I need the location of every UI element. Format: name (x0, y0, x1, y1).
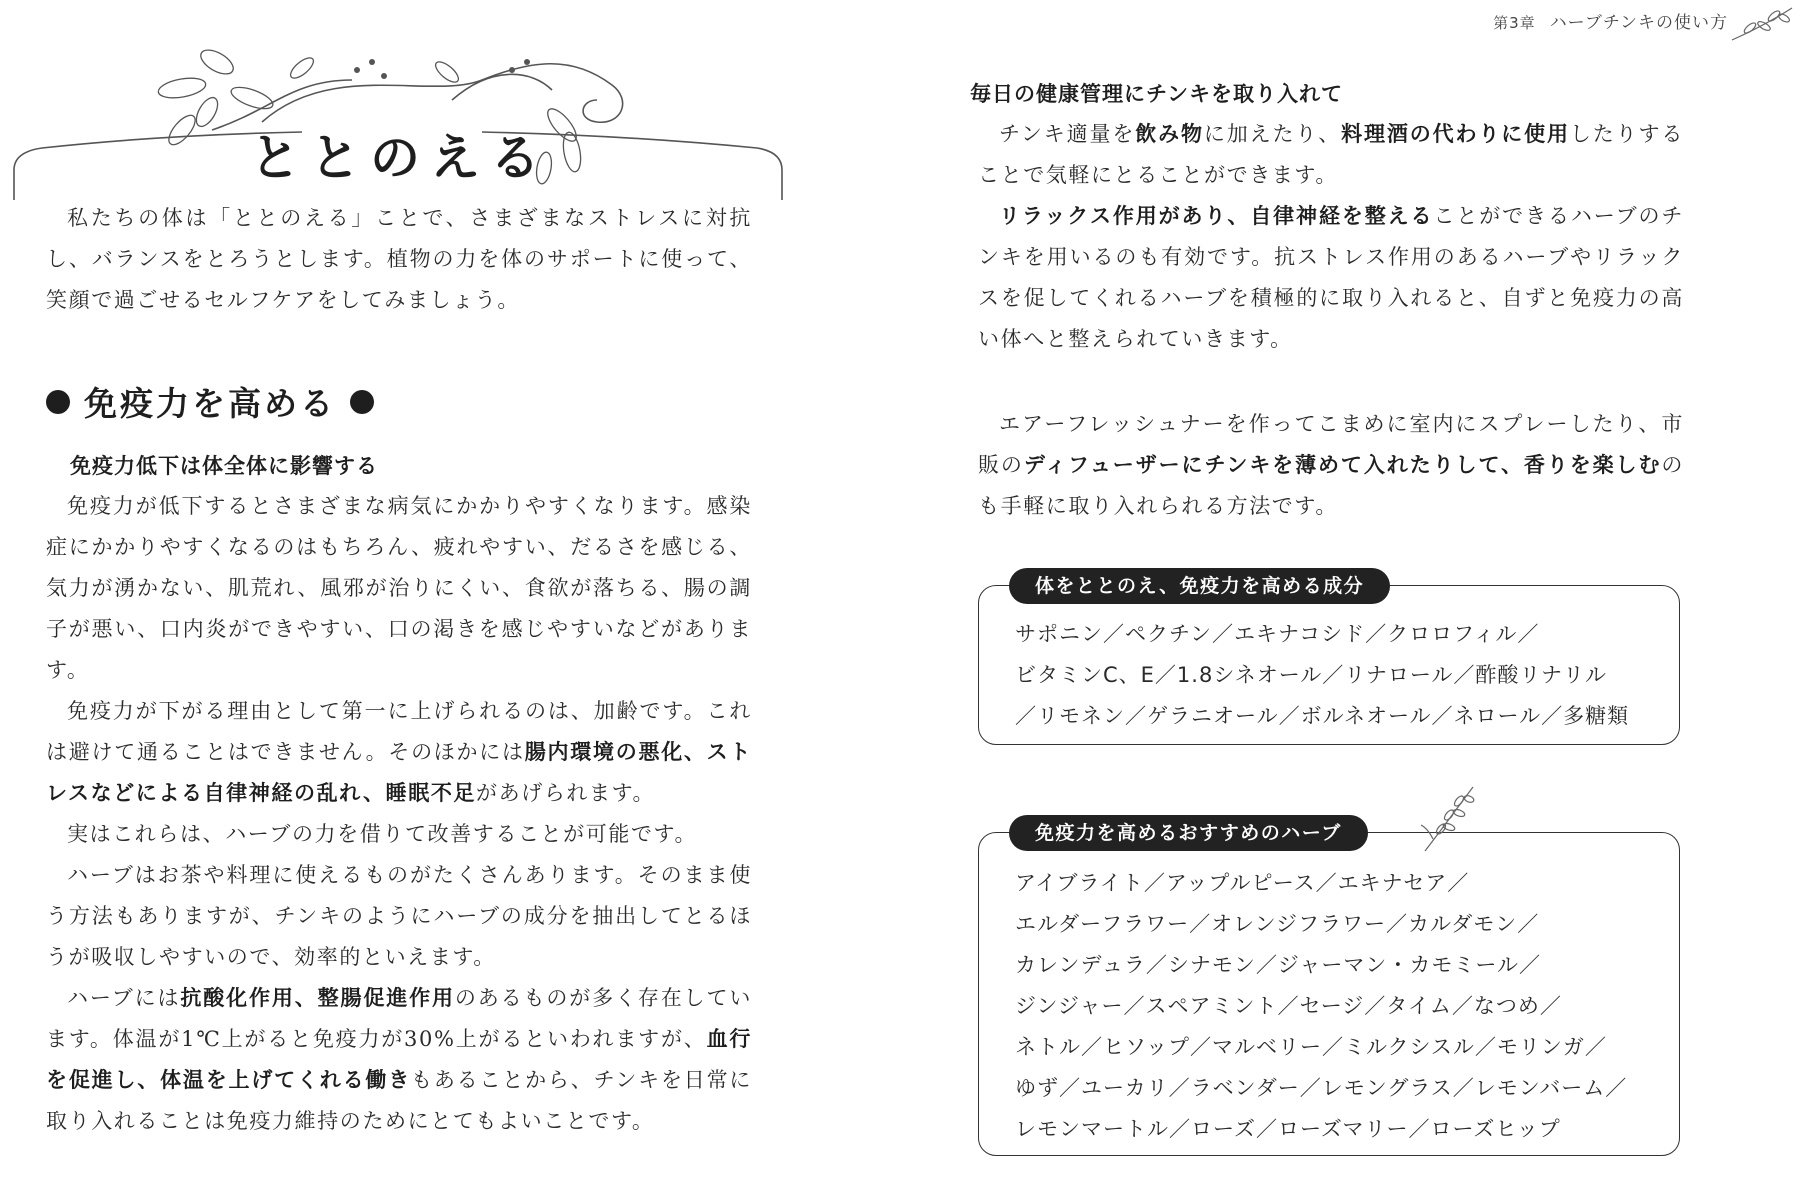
paragraph: リラックス作用があり、自律神経を整えることができるハーブのチンキを用いるのも有効です。抗ストレス作用のあるハーブやリラックスを促してくれるハーブを積極的に取り入れると、自ずと免疫力の高い体へと整えられていきます。 (978, 204, 1684, 351)
paragraph: ハーブには抗酸化作用、整腸促進作用のあるものが多く存在しています。体温が1℃上がると免疫力が30%上がるといわれますが、血行を促進し、体温を上げてくれる働きもあることから、チンキを日常に取り入れることは免疫力維持のためにとてもよいことです。 (46, 986, 752, 1133)
ingredients-box (978, 575, 1680, 745)
list-item: ネトル／ヒソップ／マルベリー／ミルクシスル／モリンガ／ (1015, 1035, 1607, 1059)
list-item: ジンジャー／スペアミント／セージ／タイム／なつめ／ (1015, 994, 1562, 1018)
ingredients-box-label: 体をととのえ、免疫力を高める成分 (1009, 568, 1390, 604)
list-item: サポニン／ペクチン／エキナコシド／クロロフィル／ (1015, 622, 1540, 646)
body-text (46, 486, 752, 1142)
list-item: ゆず／ユーカリ／ラベンダー／レモングラス／レモンバーム／ (1015, 1076, 1628, 1100)
body-text (978, 404, 1684, 527)
paragraph: 免疫力が下がる理由として第一に上げられるのは、加齢です。これは避けて通ることはできません。そのほかには腸内環境の悪化、ストレスなどによる自律神経の乱れ、睡眠不足があげられます。 (46, 699, 753, 805)
paragraph: チンキ適量を飲み物に加えたり、料理酒の代わりに使用したりすることで気軽にとることができます。 (978, 122, 1684, 187)
intro-text (46, 198, 752, 321)
list-item: ／リモネン／ゲラニオール／ボルネオール／ネロール／多糖類 (1015, 704, 1630, 728)
chapter-title: ハーブチンキの使い方 (1549, 13, 1728, 33)
bullet-dot-icon (46, 390, 70, 414)
intro-paragraph: 私たちの体は「ととのえる」ことで、さまざまなストレスに対抗し、バランスをとろうとします。植物の力を体のサポートに使って、笑顔で過ごせるセルフケアをしてみましょう。 (46, 206, 752, 312)
body-text (978, 114, 1684, 360)
subheading: 免疫力低下は体全体に影響する (70, 454, 378, 478)
paragraph: エアーフレッシュナーを作ってこまめに室内にスプレーしたり、市販のディフューザーにチンキを薄めて入れたりして、香りを楽しむのも手軽に取り入れられる方法です。 (978, 412, 1684, 518)
paragraph: ハーブはお茶や料理に使えるものがたくさんあります。そのまま使う方法もありますが、チンキのようにハーブの成分を抽出してとるほうが吸収しやすいので、効率的といえます。 (46, 863, 752, 969)
list-item: ビタミンC、E／1.8シネオール／リナロール／酢酸リナリル (1015, 663, 1608, 687)
list-item: レモンマートル／ローズ／ローズマリー／ローズヒップ (1015, 1117, 1561, 1141)
ingredients-list (1015, 614, 1629, 737)
paragraph: 免疫力が低下するとさまざまな病気にかかりやすくなります。感染症にかかりやすくなるのはもちろん、疲れやすい、だるさを感じる、気力が湧かない、肌荒れ、風邪が治りにくい、食欲が落ちる、腸の調子が悪い、口内炎ができやすい、口の渇きを感じやすいなどがあります。 (46, 494, 752, 682)
recommended-herbs-box (978, 822, 1680, 1156)
paragraph: 実はこれらは、ハーブの力を借りて改善することが可能です。 (67, 822, 698, 846)
chapter-number: 第3章 (1493, 14, 1536, 32)
right-page (900, 0, 1800, 1200)
section-title (46, 378, 374, 425)
herbs-list (1015, 863, 1627, 1150)
section-title-label: 免疫力を高める (84, 384, 336, 423)
leaf-sprig-icon (1730, 6, 1794, 42)
subheading: 毎日の健康管理にチンキを取り入れて (970, 82, 1343, 106)
list-item: カレンデュラ／シナモン／ジャーマン・カモミール／ (1015, 953, 1542, 977)
list-item: アイブライト／アップルピース／エキナセア／ (1015, 871, 1470, 895)
recommended-herbs-box-label: 免疫力を高めるおすすめのハーブ (1009, 815, 1368, 851)
bullet-dot-icon (350, 390, 374, 414)
page-title: ととのえる (250, 129, 550, 187)
running-header (1493, 8, 1728, 33)
lavender-sprig-icon (1419, 783, 1479, 853)
list-item: エルダーフラワー／オレンジフラワー／カルダモン／ (1015, 912, 1540, 936)
